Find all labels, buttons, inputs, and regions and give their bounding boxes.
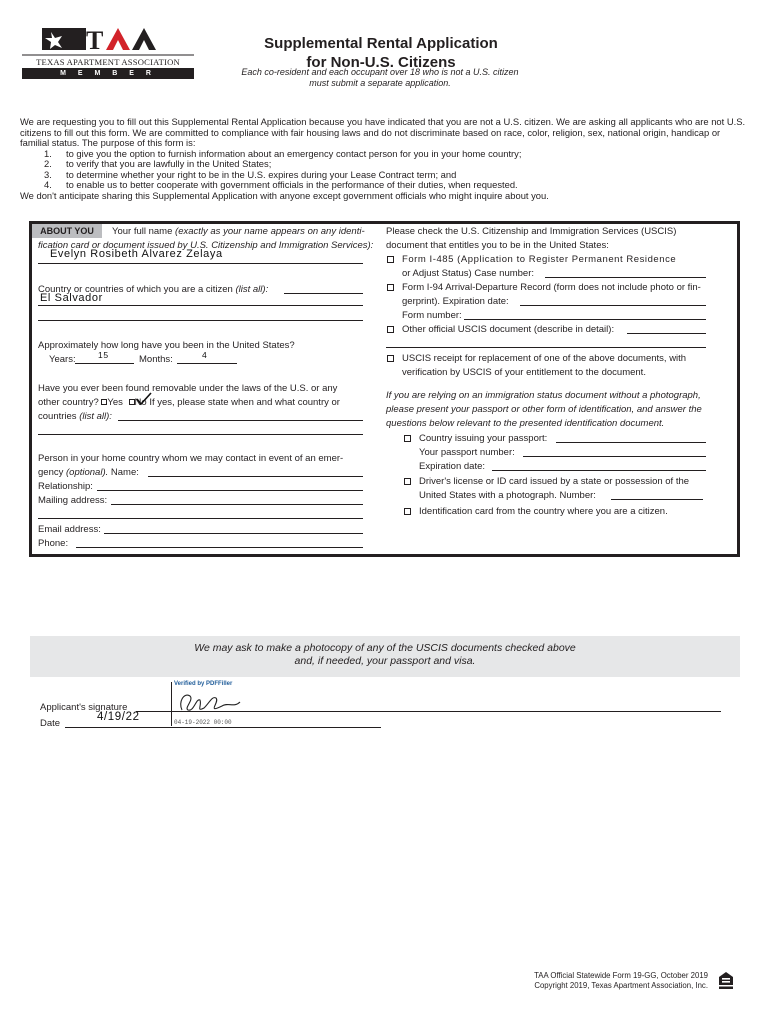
purpose-num: 1. <box>44 147 52 159</box>
title-line-2: for Non-U.S. Citizens <box>306 54 456 71</box>
i485-case-line[interactable] <box>545 277 706 278</box>
country-line-3 <box>38 320 363 321</box>
i94-checkbox[interactable] <box>387 284 394 291</box>
relying-note-1: If you are relying on an immigration status document without a photograph, <box>386 390 701 401</box>
license-label-1: Driver's license or ID card issued by a state or possession of the <box>419 476 690 487</box>
uscis-intro-1: Please check the U.S. Citizenship and Immigration Services (USCIS) <box>386 226 677 237</box>
no-label: No <box>134 397 147 408</box>
signature-label: Applicant's signature <box>40 702 128 713</box>
photocopy-line-2: and, if needed, your passport and visa. <box>294 655 476 667</box>
relying-note-3: questions below relevant to the presented identification document. <box>386 418 665 429</box>
email-label: Email address: <box>38 524 101 535</box>
purpose-item <box>20 180 748 191</box>
license-checkbox[interactable] <box>404 478 411 485</box>
passport-country-label: Country issuing your passport: <box>419 433 548 444</box>
name-label-cont: fication card or document issued by U.S. Citizenship and Immigration Services): <box>38 240 374 251</box>
years-line <box>75 363 134 364</box>
taa-logo <box>22 26 194 82</box>
logo-member-label: M E M B E R <box>60 70 156 77</box>
form-number-label: Form number: <box>402 310 462 321</box>
months-line <box>177 363 237 364</box>
country-field[interactable]: El Salvador <box>40 292 103 304</box>
date-field[interactable]: 4/19/22 <box>97 711 140 723</box>
other-doc-line-2[interactable] <box>386 347 706 348</box>
other-doc-label: Other official USCIS document (describe in detail): <box>402 324 615 335</box>
countries-note: (list all): <box>79 411 112 422</box>
phone-line[interactable] <box>76 547 363 548</box>
i485-label-2: or Adjust Status) Case number: <box>402 268 535 279</box>
name-line <box>38 263 363 264</box>
verified-stamp: Verified by PDFFiller <box>174 681 233 687</box>
idcard-label: Identification card from the country where you are a citizen. <box>419 506 668 517</box>
contact-label-1: Person in your home country whom we may contact in event of an emer- <box>38 453 344 464</box>
equal-housing-icon <box>719 972 733 989</box>
removable-line-1 <box>118 420 363 421</box>
i485-label-1: Form I-485 (Application to Register Permanent Residence <box>402 254 677 265</box>
purpose-text: to determine whether your right to be in the U.S. expires during your Lease Contract term; and <box>66 168 457 180</box>
passport-expiration-label: Expiration date: <box>419 461 486 472</box>
receipt-checkbox[interactable] <box>387 355 394 362</box>
signature-mark <box>176 688 244 718</box>
years-label: Years: <box>49 354 76 365</box>
contact-optional: (optional). <box>66 467 109 478</box>
receipt-label-2: verification by USCIS of your entitlement to the document. <box>402 367 646 378</box>
i485-checkbox[interactable] <box>387 256 394 263</box>
relationship-label: Relationship: <box>38 481 93 492</box>
purpose-text: to enable us to better cooperate with government officials in the performance of their duties, when requested. <box>66 179 518 190</box>
license-number-line[interactable] <box>611 499 703 500</box>
receipt-label-1: USCIS receipt for replacement of one of the above documents, with <box>402 353 687 364</box>
license-label-2: United States with a photograph. Number: <box>419 490 596 501</box>
removable-question: other country? <box>38 397 99 408</box>
countries-label: countries <box>38 411 77 422</box>
contact-name-label: Name: <box>110 467 139 478</box>
country-label-text: Country or countries of which you are a citizen <box>38 284 233 295</box>
other-doc-checkbox[interactable] <box>387 326 394 333</box>
page-subtitle <box>215 67 545 89</box>
photocopy-note <box>30 642 740 668</box>
removable-if-yes: If yes, please state when and what country or <box>149 397 340 408</box>
purpose-text: to give you the option to furnish information about an emergency contact person for you in your home country; <box>66 147 522 159</box>
passport-number-line[interactable] <box>523 456 706 457</box>
name-label-note: (exactly as your name appears on any identi- <box>175 226 365 237</box>
date-label: Date <box>40 718 61 729</box>
uscis-intro-2: document that entitles you to be in the United States: <box>386 240 609 251</box>
contact-name-line[interactable] <box>148 476 363 477</box>
passport-country-line[interactable] <box>556 442 706 443</box>
country-label-note: (list all): <box>235 284 269 295</box>
name-label-text: Your full name <box>112 226 173 237</box>
about-you-label: ABOUT YOU <box>32 224 102 238</box>
date-line <box>65 727 381 728</box>
footer <box>440 971 708 990</box>
i94-label-1: Form I-94 Arrival-Departure Record (form does not include photo or fin- <box>402 282 701 293</box>
checkmark-icon <box>136 392 152 406</box>
yes-label: Yes <box>107 397 123 408</box>
removable-label-2 <box>38 397 340 408</box>
duration-label: Approximately how long have you been in the United States? <box>38 340 295 351</box>
intro-closing: We don't anticipate sharing this Supplemental Application with anyone except government officials who might inquire about you. <box>20 189 549 201</box>
stamp-border <box>171 682 173 726</box>
removable-label-3 <box>38 411 112 422</box>
relying-note-2: please present your passport or other form of identification, and answer the <box>386 404 702 415</box>
months-field[interactable]: 4 <box>202 350 208 360</box>
removable-line-2 <box>38 434 363 435</box>
phone-label: Phone: <box>38 538 69 549</box>
purpose-text: to verify that you are lawfully in the United States; <box>66 158 272 169</box>
relationship-line[interactable] <box>97 490 363 491</box>
passport-checkbox[interactable] <box>404 435 411 442</box>
full-name-field[interactable]: Evelyn Rosibeth Alvarez Zelaya <box>50 248 223 260</box>
passport-number-label: Your passport number: <box>419 447 515 458</box>
passport-expiration-line[interactable] <box>492 470 706 471</box>
i94-label-2: gerprint). Expiration date: <box>402 296 509 307</box>
years-field[interactable]: 15 <box>98 350 109 360</box>
mailing-label: Mailing address: <box>38 495 108 506</box>
months-label: Months: <box>139 354 173 365</box>
photocopy-line-1: We may ask to make a photocopy of any of the USCIS documents checked above <box>194 642 576 654</box>
title-line-1: Supplemental Rental Application <box>264 35 498 52</box>
purpose-list <box>20 149 748 191</box>
signature-line[interactable] <box>136 711 721 712</box>
mailing-line-1[interactable] <box>111 504 363 505</box>
country-line-2 <box>38 305 363 306</box>
subtitle-line-2: must submit a separate application. <box>309 78 451 88</box>
contact-emergency: gency <box>38 467 64 478</box>
removable-label-1: Have you ever been found removable under the laws of the U.S. or any <box>38 383 338 394</box>
intro-section <box>20 117 748 201</box>
footer-copyright: Copyright 2019, Texas Apartment Association, Inc. <box>534 980 708 990</box>
svg-text:T: T <box>86 26 104 55</box>
mailing-line-2[interactable] <box>38 518 363 519</box>
email-line[interactable] <box>104 533 363 534</box>
form-number-line[interactable] <box>464 319 706 320</box>
name-label <box>112 226 365 237</box>
subtitle-line-1: Each co-resident and each occupant over 18 who is not a U.S. citizen <box>241 67 519 77</box>
stamp-date: 04-19-2022 00:00 <box>174 719 232 726</box>
idcard-checkbox[interactable] <box>404 508 411 515</box>
intro-paragraph: We are requesting you to fill out this Supplemental Rental Application because you have indicated that you are not a U.S. citizen. We are asking all applicants who are not U.S. citizens to fill out this form. We are committed to compliance with fair housing laws and do not discriminate based on race, color, religion, sex, national origin, handicap or familial status. The purpose of this form is: <box>20 116 746 148</box>
i94-expiration-line[interactable] <box>520 305 706 306</box>
purpose-num: 3. <box>44 168 52 180</box>
purpose-num: 2. <box>44 158 52 169</box>
logo-org-name: TEXAS APARTMENT ASSOCIATION <box>36 57 180 67</box>
country-line-1 <box>284 293 363 294</box>
footer-form-id: TAA Official Statewide Form 19-GG, October 2019 <box>534 971 708 980</box>
purpose-num: 4. <box>44 179 52 190</box>
contact-label-2 <box>38 467 139 478</box>
other-doc-line-1[interactable] <box>627 333 706 334</box>
